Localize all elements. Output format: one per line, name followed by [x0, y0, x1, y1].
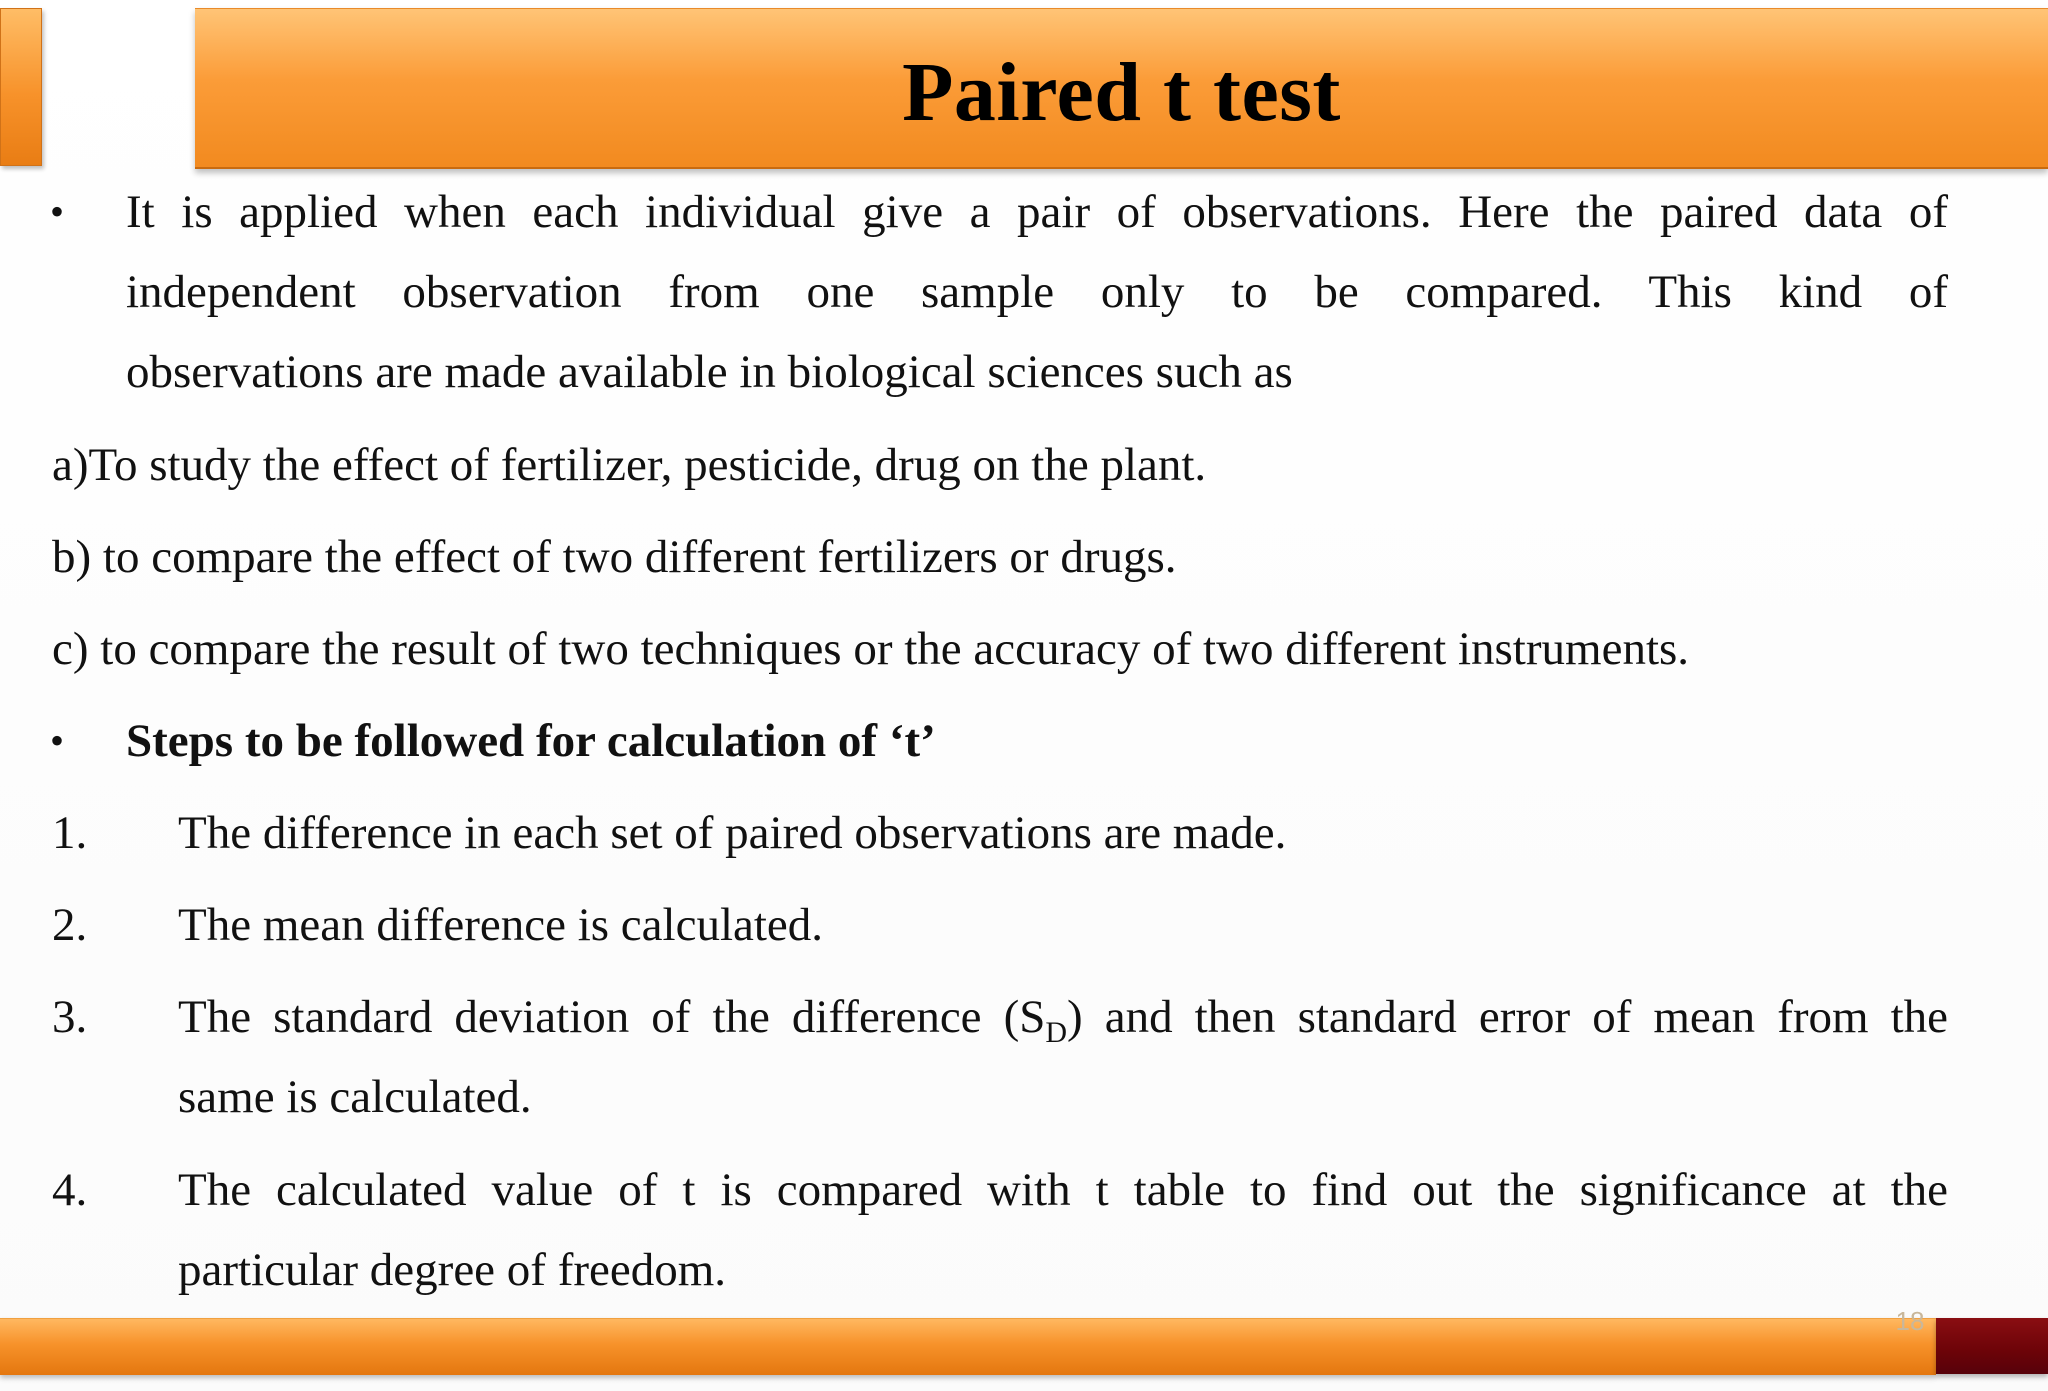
intro-line-2: independent observation from one sample only to be compared. This kind of [126, 266, 1948, 318]
step-number: 1. [52, 807, 88, 859]
step-3-text-before: The standard deviation of the difference (S [178, 991, 1046, 1043]
footer-accent-block [1936, 1318, 2048, 1374]
step-number: 2. [52, 899, 88, 951]
slide-number: 18 [1895, 1306, 1925, 1336]
intro-paragraph [126, 172, 1948, 412]
step-text: The difference in each set of paired observations are made. [178, 807, 1287, 859]
intro-line-3: observations are made available in biological sciences such as [126, 346, 1293, 398]
steps-heading: Steps to be followed for calculation of ‘t’ [126, 715, 936, 767]
bullet-icon: • [50, 189, 65, 234]
example-a: a)To study the effect of fertilizer, pesticide, drug on the plant. [52, 439, 1207, 491]
bullet-icon: • [50, 718, 65, 763]
step-3-text-after: ) and then standard error of mean from the [1067, 991, 1949, 1043]
example-c: c) to compare the result of two techniques or the accuracy of two different instruments. [52, 623, 1690, 675]
step-number: 4. [52, 1164, 88, 1216]
step-3-line-2: same is calculated. [178, 1071, 532, 1123]
example-b: b) to compare the effect of two different fertilizers or drugs. [52, 531, 1177, 583]
step-4-line-2: particular degree of freedom. [178, 1244, 727, 1296]
footer-bar [0, 1318, 1936, 1375]
intro-line-1: It is applied when each individual give a pair of observations. Here the paired data of [126, 186, 1948, 238]
slide-title: Paired t test [902, 45, 1341, 139]
step-4-line-1: The calculated value of t is compared with t table to find out the significance at the [178, 1164, 1948, 1216]
step-4-paragraph [178, 1150, 1948, 1310]
subscript-d: D [1045, 1016, 1068, 1049]
step-3-line-1 [178, 977, 1948, 1057]
step-number: 3. [52, 991, 88, 1043]
step-text: The mean difference is calculated. [178, 899, 824, 951]
step-3-paragraph [178, 977, 1948, 1137]
